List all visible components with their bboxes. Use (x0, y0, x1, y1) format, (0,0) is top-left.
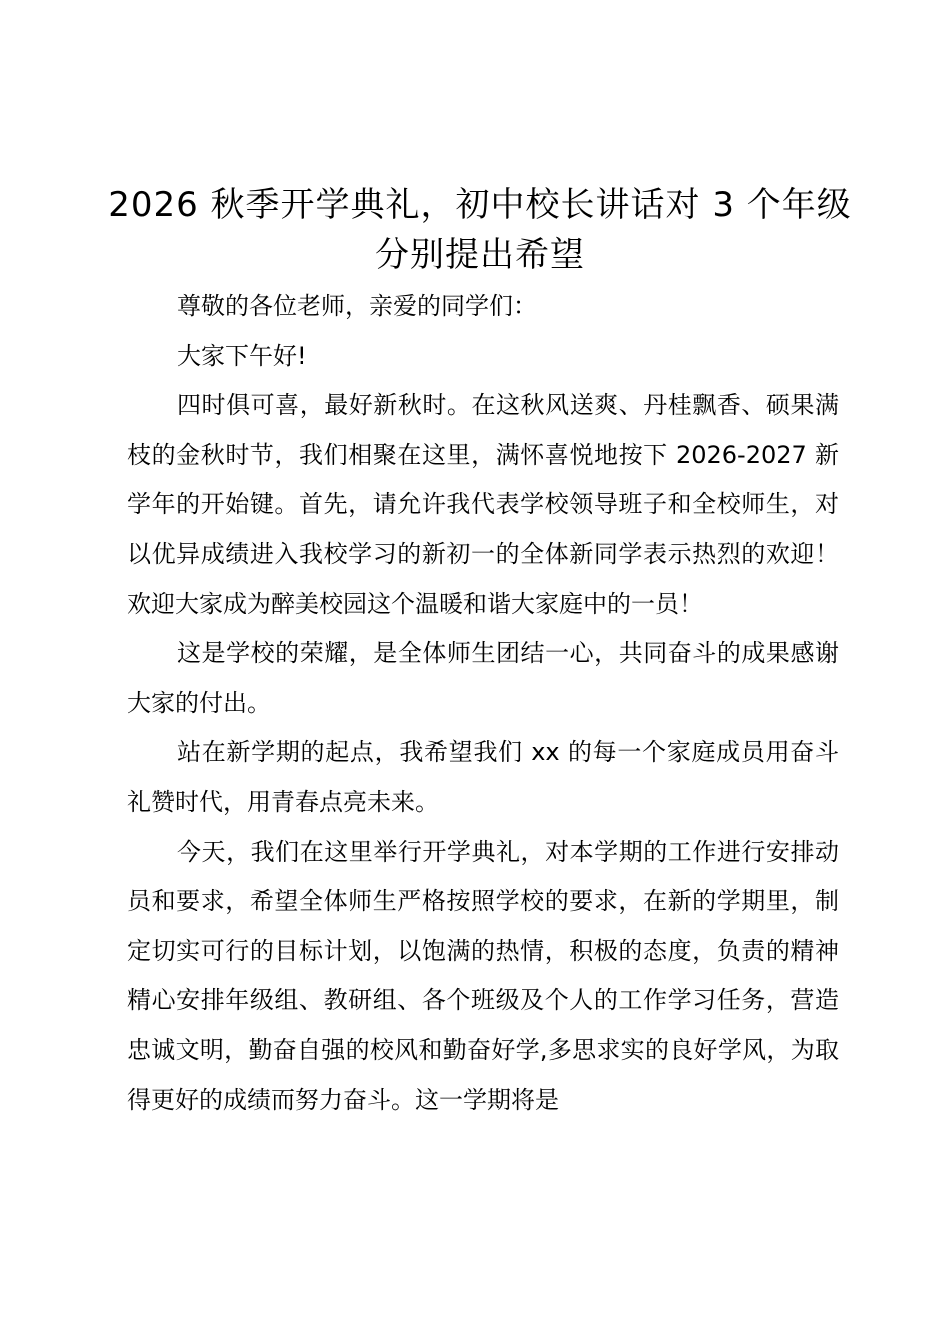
paragraph-ceremony: 今天，我们在这里举行开学典礼，对本学期的工作进行安排动员和要求，希望全体师生严格按照学校的要求，在新的学期里，制定切实可行的目标计划，以饱满的热情，积极的态度，负责的精神精心安排年级组、教研组、各个班级及个人的工作学习任务，营造忠诚文明，勤奋自强的校风和勤奋好学,多思求实的良好学风，为取得更好的成绩而努力奋斗。这一学期将是 (127, 837, 839, 1114)
paragraph-hope: 站在新学期的起点，我希望我们 xx 的每一个家庭成员用奋斗礼赞时代，用青春点亮未来。 (127, 738, 839, 816)
paragraph-honor: 这是学校的荣耀，是全体师生团结一心，共同奋斗的成果感谢大家的付出。 (127, 639, 839, 717)
document-body (127, 282, 839, 1125)
paragraph-welcome: 四时俱可喜，最好新秋时。在这秋风送爽、丹桂飘香、硕果满枝的金秋时节，我们相聚在这里，满怀喜悦地按下 2026-2027 新学年的开始键。首先，请允许我代表学校领导班子和全校师生，对以优异成绩进入我校学习的新初一的全体新同学表示热烈的欢迎！欢迎大家成为醉美校园这个温暖和谐大家庭中的一员！ (127, 391, 839, 618)
paragraph-greeting: 大家下午好! (177, 341, 307, 370)
paragraph-salutation: 尊敬的各位老师，亲爱的同学们： (177, 292, 537, 320)
document-title: 2026 秋季开学典礼，初中校长讲话对 3 个年级分别提出希望 (108, 185, 852, 275)
